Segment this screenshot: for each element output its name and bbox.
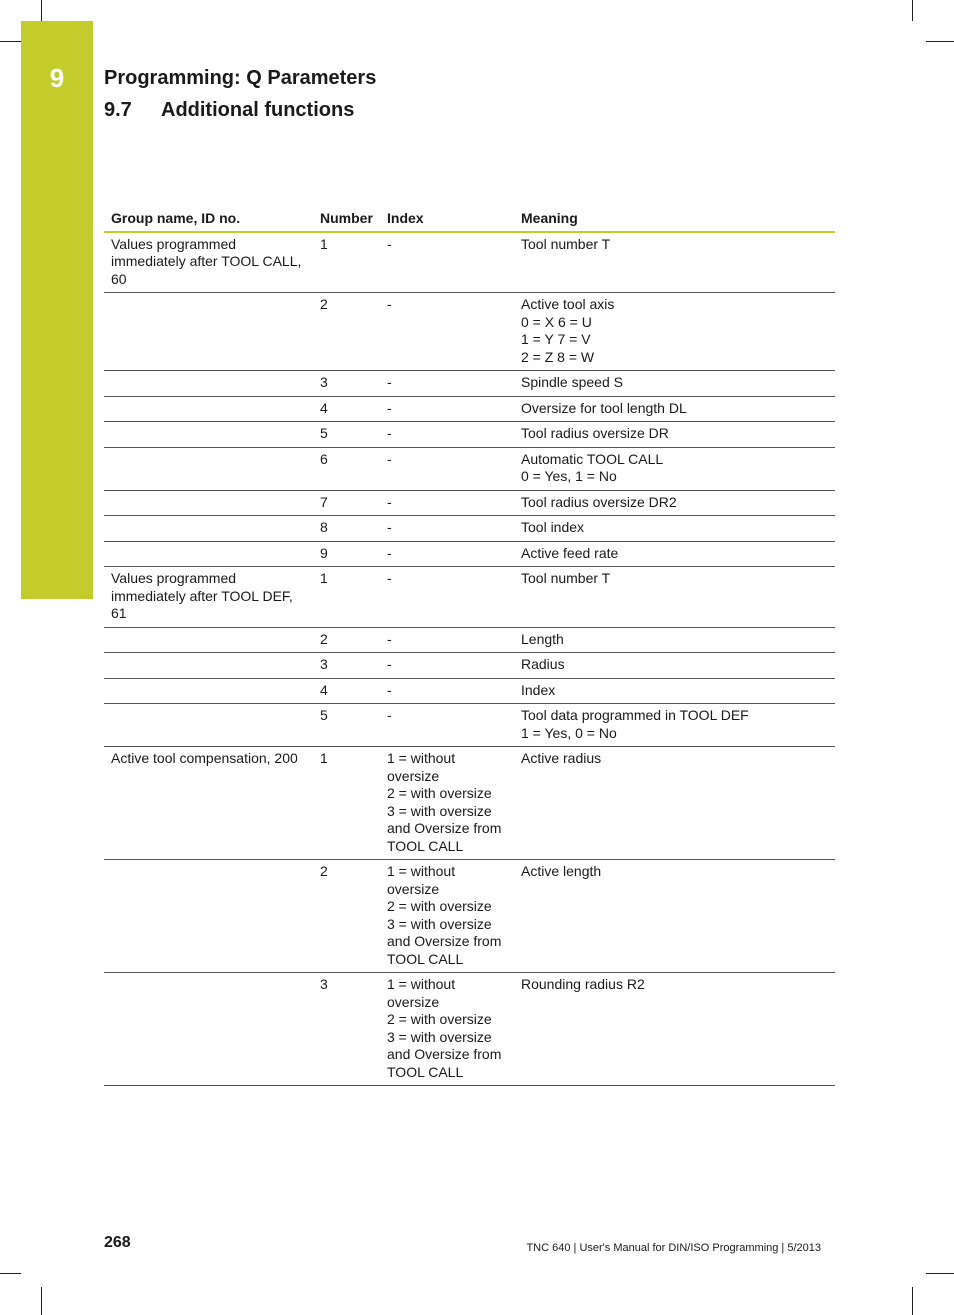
- cell-index: -: [380, 678, 514, 704]
- cell-meaning: Active radius: [514, 747, 835, 860]
- cell-meaning: Active feed rate: [514, 541, 835, 567]
- table-row: [104, 627, 835, 653]
- cell-index: 1 = without oversize 2 = with oversize 3 = with oversize and Oversize from TOOL CALL: [380, 860, 514, 973]
- cell-number: 2: [313, 627, 380, 653]
- page-number: 268: [104, 1234, 131, 1251]
- cell-number: 5: [313, 704, 380, 747]
- crop-mark: [41, 0, 42, 21]
- column-header-number: Number: [313, 208, 380, 232]
- table-row: [104, 541, 835, 567]
- cell-group: Active tool compensation, 200: [104, 747, 313, 860]
- table-header-row: [104, 208, 835, 232]
- cell-group: [104, 627, 313, 653]
- cell-index: -: [380, 567, 514, 628]
- footer-text: TNC 640 | User's Manual for DIN/ISO Programming | 5/2013: [526, 1242, 821, 1254]
- table-row: [104, 860, 835, 973]
- crop-mark: [912, 1287, 913, 1315]
- table-row: [104, 396, 835, 422]
- table-row: [104, 747, 835, 860]
- section-title: Additional functions: [161, 99, 355, 121]
- cell-number: 1: [313, 567, 380, 628]
- cell-number: 5: [313, 422, 380, 448]
- crop-mark: [926, 41, 954, 42]
- cell-number: 4: [313, 678, 380, 704]
- cell-index: 1 = without oversize 2 = with oversize 3 = with oversize and Oversize from TOOL CALL: [380, 973, 514, 1086]
- cell-number: 7: [313, 490, 380, 516]
- column-header-meaning: Meaning: [514, 208, 835, 232]
- crop-mark: [926, 1273, 954, 1274]
- cell-meaning: Tool index: [514, 516, 835, 542]
- cell-number: 9: [313, 541, 380, 567]
- chapter-number: 9: [49, 63, 65, 93]
- cell-index: 1 = without oversize 2 = with oversize 3 = with oversize and Oversize from TOOL CALL: [380, 747, 514, 860]
- cell-index: -: [380, 447, 514, 490]
- cell-group: [104, 516, 313, 542]
- table-row: [104, 293, 835, 371]
- cell-index: -: [380, 541, 514, 567]
- parameter-table: [104, 208, 835, 1086]
- cell-number: 8: [313, 516, 380, 542]
- cell-index: -: [380, 232, 514, 293]
- cell-index: -: [380, 704, 514, 747]
- cell-number: 2: [313, 860, 380, 973]
- cell-meaning: Tool radius oversize DR2: [514, 490, 835, 516]
- cell-number: 3: [313, 371, 380, 397]
- cell-meaning: Tool radius oversize DR: [514, 422, 835, 448]
- cell-index: -: [380, 490, 514, 516]
- cell-meaning: Active tool axis 0 = X 6 = U 1 = Y 7 = V 2 = Z 8 = W: [514, 293, 835, 371]
- column-header-index: Index: [380, 208, 514, 232]
- cell-index: -: [380, 627, 514, 653]
- cell-group: [104, 704, 313, 747]
- table-row: [104, 678, 835, 704]
- cell-group: [104, 973, 313, 1086]
- cell-meaning: Active length: [514, 860, 835, 973]
- table-row: [104, 973, 835, 1086]
- table-row: [104, 653, 835, 679]
- cell-meaning: Automatic TOOL CALL 0 = Yes, 1 = No: [514, 447, 835, 490]
- crop-mark: [0, 1273, 21, 1274]
- cell-index: -: [380, 516, 514, 542]
- cell-group: [104, 541, 313, 567]
- cell-index: -: [380, 371, 514, 397]
- cell-number: 4: [313, 396, 380, 422]
- table-row: [104, 447, 835, 490]
- cell-group: [104, 422, 313, 448]
- cell-meaning: Rounding radius R2: [514, 973, 835, 1086]
- cell-group: [104, 490, 313, 516]
- table-body: [104, 232, 835, 1086]
- cell-number: 1: [313, 232, 380, 293]
- cell-number: 6: [313, 447, 380, 490]
- crop-mark: [41, 1287, 42, 1315]
- column-header-group: Group name, ID no.: [104, 208, 313, 232]
- cell-group: Values programmed immediately after TOOL DEF, 61: [104, 567, 313, 628]
- cell-number: 1: [313, 747, 380, 860]
- table-row: [104, 516, 835, 542]
- cell-meaning: Radius: [514, 653, 835, 679]
- table-row: [104, 704, 835, 747]
- cell-group: [104, 396, 313, 422]
- table-row: [104, 232, 835, 293]
- table-row: [104, 422, 835, 448]
- crop-mark: [912, 0, 913, 21]
- cell-group: [104, 860, 313, 973]
- cell-group: [104, 447, 313, 490]
- section-number: 9.7: [104, 99, 132, 121]
- cell-number: 3: [313, 653, 380, 679]
- table-row: [104, 371, 835, 397]
- cell-meaning: Spindle speed S: [514, 371, 835, 397]
- cell-index: -: [380, 422, 514, 448]
- cell-index: -: [380, 653, 514, 679]
- cell-meaning: Tool data programmed in TOOL DEF 1 = Yes, 0 = No: [514, 704, 835, 747]
- cell-meaning: Tool number T: [514, 567, 835, 628]
- table-row: [104, 490, 835, 516]
- cell-meaning: Length: [514, 627, 835, 653]
- cell-group: Values programmed immediately after TOOL CALL, 60: [104, 232, 313, 293]
- cell-index: -: [380, 396, 514, 422]
- cell-index: -: [380, 293, 514, 371]
- cell-group: [104, 293, 313, 371]
- cell-group: [104, 678, 313, 704]
- section-heading: [104, 99, 354, 122]
- table-row: [104, 567, 835, 628]
- crop-mark: [0, 41, 21, 42]
- cell-number: 2: [313, 293, 380, 371]
- cell-group: [104, 653, 313, 679]
- chapter-title: Programming: Q Parameters: [104, 67, 377, 89]
- cell-meaning: Tool number T: [514, 232, 835, 293]
- cell-number: 3: [313, 973, 380, 1086]
- chapter-tab: [21, 21, 93, 599]
- cell-group: [104, 371, 313, 397]
- cell-meaning: Oversize for tool length DL: [514, 396, 835, 422]
- cell-meaning: Index: [514, 678, 835, 704]
